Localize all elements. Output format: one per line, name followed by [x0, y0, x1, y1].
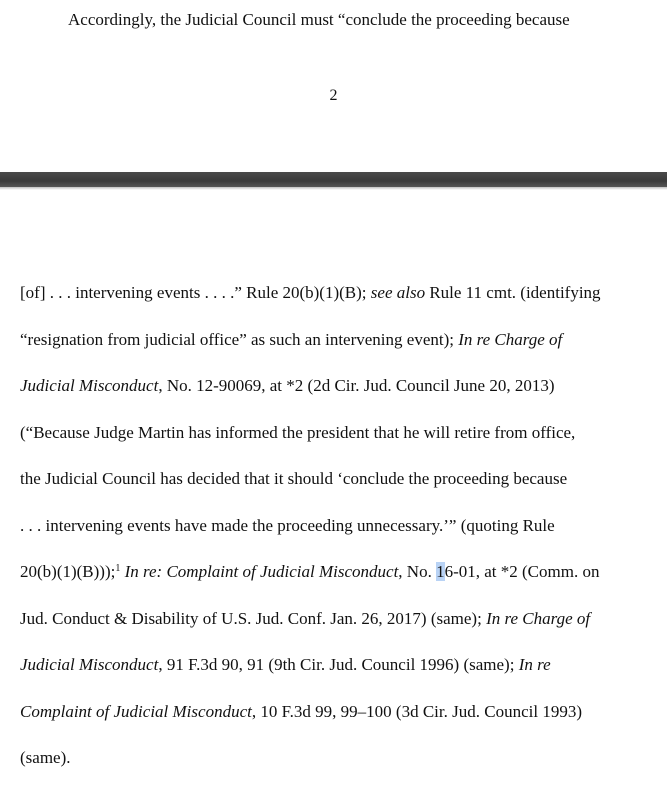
footnote-marker: 1 — [115, 563, 121, 574]
text-segment: 20(b)(1)(B))); — [20, 562, 116, 581]
text-selection: 1 — [436, 562, 445, 581]
text-segment: the Judicial Council has decided that it should ‘conclude the proceeding because — [20, 469, 568, 488]
text-segment: (same). — [20, 748, 71, 767]
text-segment: , No. 12-90069, at *2 (2d Cir. Jud. Council June 20, 2013) — [158, 376, 555, 395]
page-number: 2 — [329, 87, 338, 104]
text-segment: [of] . . . intervening events . . . .” Rule 20(b)(1)(B); — [20, 283, 371, 302]
citation-italic-text: see also — [370, 283, 426, 302]
citation-italic-text: Judicial Misconduct — [20, 655, 159, 674]
text-line — [20, 469, 660, 516]
text-segment: Rule 11 cmt. (identifying — [425, 283, 601, 302]
citation-italic-text: In re: Complaint of Judicial Misconduct — [124, 562, 399, 581]
citation-italic-text: In re — [518, 655, 551, 674]
citation-italic-text: In re Charge of — [486, 608, 591, 628]
citation-italic-text: Complaint of Judicial Misconduct — [20, 701, 252, 721]
previous-page-bottom — [0, 0, 667, 172]
text-line — [20, 562, 660, 609]
text-segment: Jud. Conduct & Disability of U.S. Jud. Conf. Jan. 26, 2017) (same); — [20, 608, 487, 628]
text-line — [20, 609, 660, 656]
text-segment: , 91 F.3d 90, 91 (9th Cir. Jud. Council 1996) (same); — [158, 655, 519, 674]
text-line — [20, 330, 660, 377]
text-segment: , No. — [398, 562, 437, 581]
text-segment: “resignation from judicial office” as such an intervening event); — [20, 329, 459, 349]
page-separator — [0, 172, 667, 187]
text-segment: 6-01, at *2 (Comm. on — [444, 562, 600, 581]
text-line — [20, 423, 660, 470]
text-line — [20, 516, 660, 563]
text-line — [20, 283, 660, 330]
text-segment: . . . intervening events have made the proceeding unnecessary.’” (quoting Rule — [20, 515, 555, 535]
citation-italic-text: Judicial Misconduct — [20, 376, 159, 395]
text-segment: , 10 F.3d 99, 99–100 (3d Cir. Jud. Council 1993) — [251, 701, 582, 721]
text-segment: (“Because Judge Martin has informed the president that he will retire from office, — [20, 422, 576, 442]
text-line — [20, 376, 660, 423]
citation-italic-text: In re Charge of — [458, 329, 563, 349]
text-line — [20, 702, 660, 749]
previous-page-last-line: Accordingly, the Judicial Council must “conclude the proceeding because — [68, 10, 570, 29]
text-line — [20, 655, 660, 702]
text-line — [20, 748, 660, 795]
document-body — [20, 283, 660, 795]
